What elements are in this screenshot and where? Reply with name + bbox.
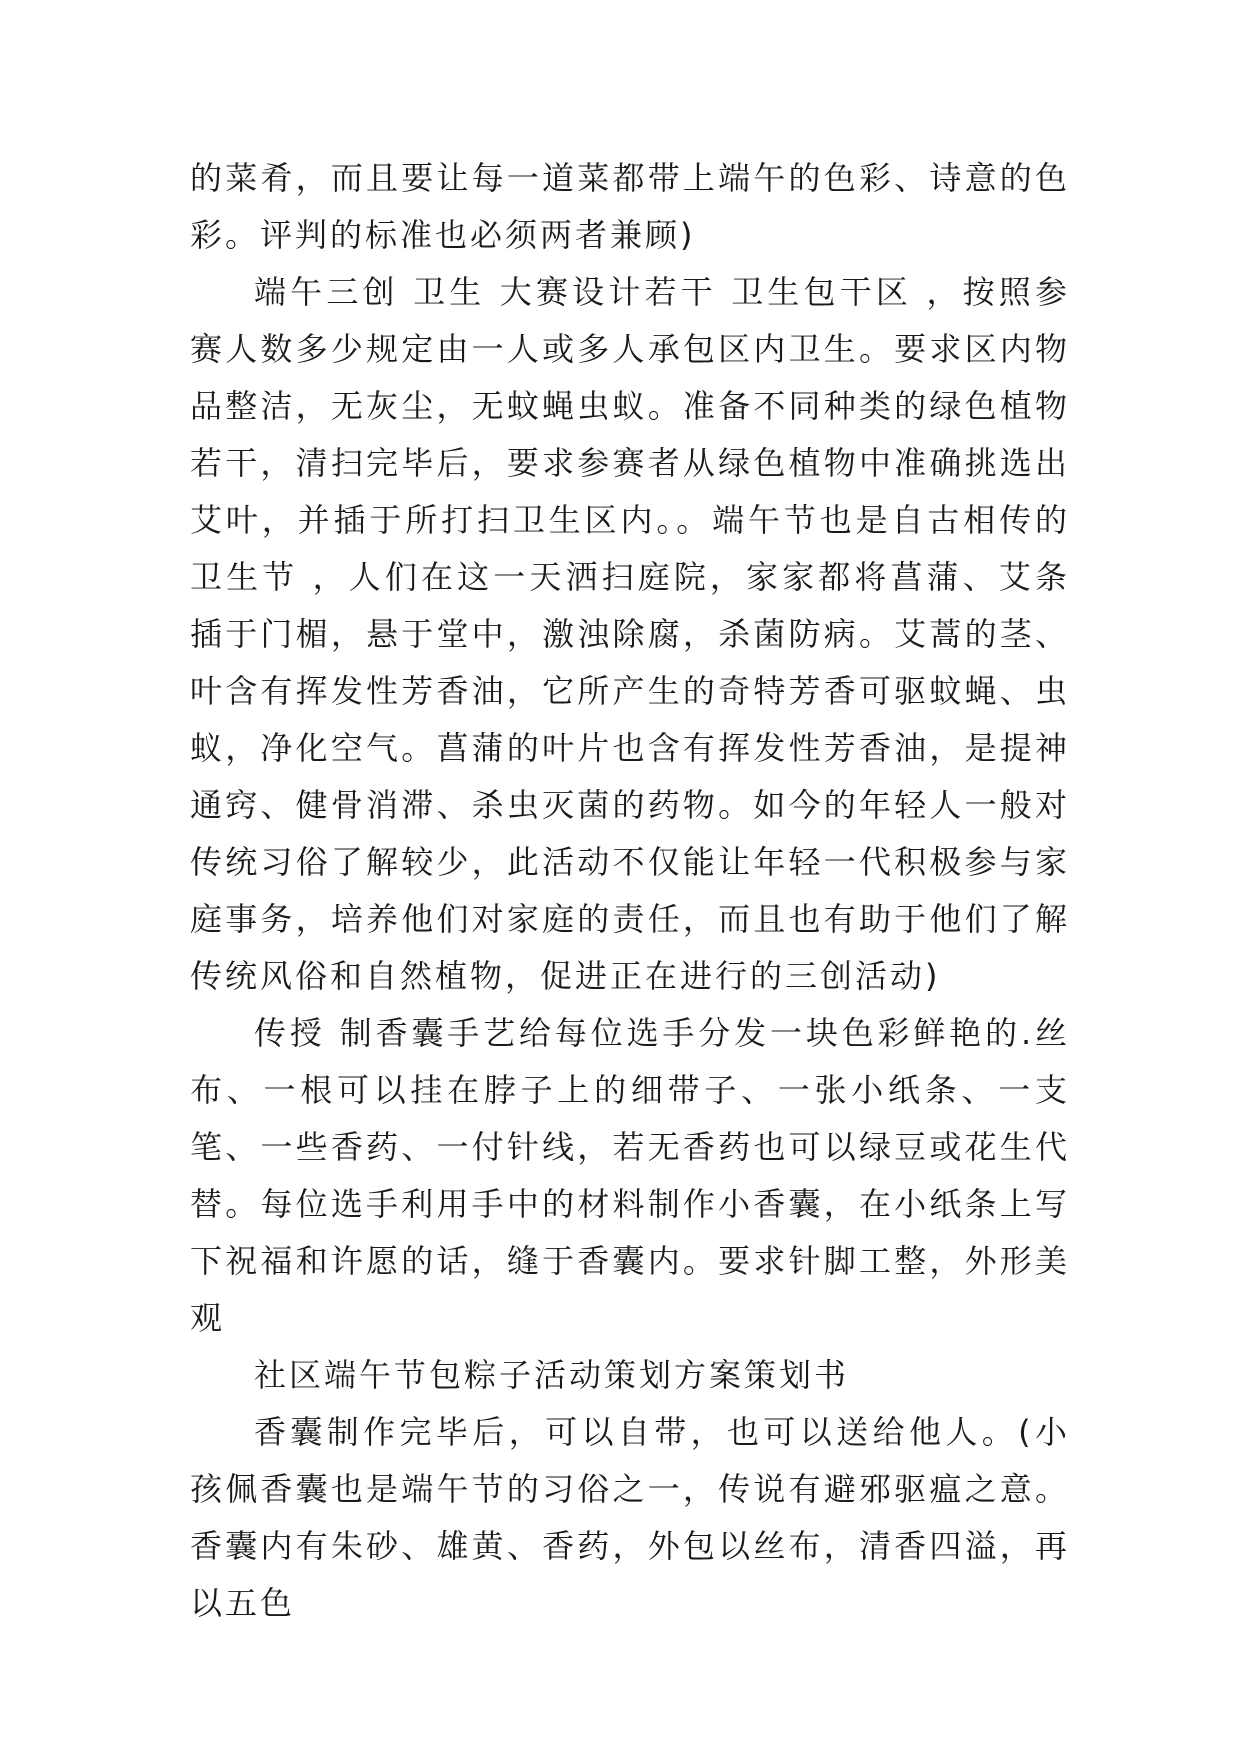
paragraph-plan-title: 社区端午节包粽子活动策划方案策划书 (254, 1356, 850, 1394)
paragraph-sachet-finish: 香囊制作完毕后，可以自带，也可以送给他人。(小孩佩香囊也是端午节的习俗之一，传说有避邪驱瘟之意。香囊内有朱砂、雄黄、香药，外包以丝布，清香四溢，再以五色 (190, 1413, 1070, 1622)
paragraph-sachet-craft: 传授 制香囊手艺给每位选手分发一块色彩鲜艳的.丝布、一根可以挂在脖子上的细带子、一张小纸条、一支笔、一些香药、一付针线，若无香药也可以绿豆或花生代替。每位选手利用手中的材料制作小香囊，在小纸条上写下祝福和许愿的话，缝于香囊内。要求针脚工整，外形美观 (190, 1014, 1070, 1337)
paragraph-hygiene-contest: 端午三创 卫生 大赛设计若干 卫生包干区 ，按照参赛人数多少规定由一人或多人承包区内卫生。要求区内物品整洁，无灰尘，无蚊蝇虫蚁。准备不同种类的绿色植物若干，清扫完毕后，要求参赛者从绿色植物中准确挑选出艾叶，并插于所打扫卫生区内。。端午节也是自古相传的 卫生节 ，人们在这一天洒扫庭院，家家都将菖蒲、艾条插于门楣，悬于堂中，激浊除腐，杀菌防病。艾蒿的茎、叶含有挥发性芳香油，它所产生的奇特芳香可驱蚊蝇、虫蚁，净化空气。菖蒲的叶片也含有挥发性芳香油，是提神通窍、健骨消滞、杀虫灭菌的药物。如今的年轻人一般对传统习俗了解较少，此活动不仅能让年轻一代积极参与家庭事务，培养他们对家庭的责任，而且也有助于他们了解传统风俗和自然植物，促进正在进行的三创活动) (190, 273, 1070, 995)
paragraph-dishes-continued: 的菜肴，而且要让每一道菜都带上端午的色彩、诗意的色彩。评判的标准也必须两者兼顾) (190, 159, 1070, 254)
document-body (190, 150, 1070, 1632)
